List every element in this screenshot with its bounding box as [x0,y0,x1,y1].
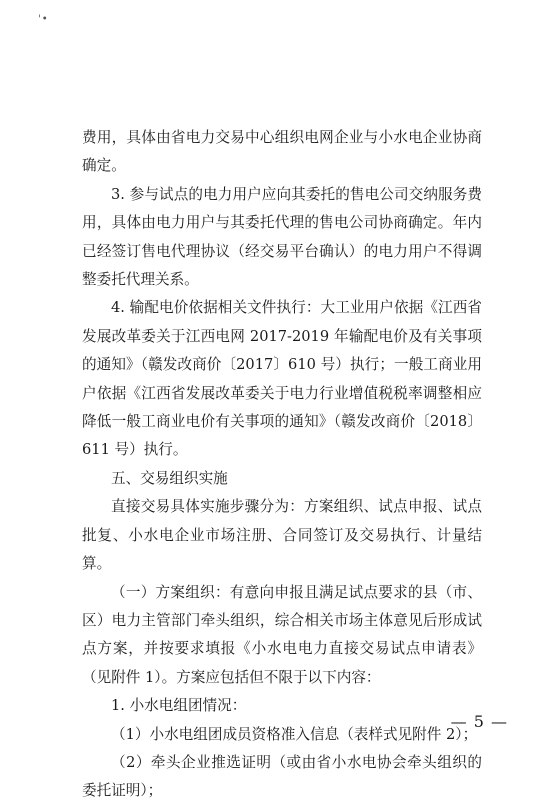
paragraph-item-3-service-fees: 3. 参与试点的电力用户应向其委托的售电公司交纳服务费用，具体由电力用户与其委托代理的售电公司协商确定。年内已经签订售电代理协议（经交易平台确认）的电力用户不得调整委托代理关系。 [82,185,482,289]
paragraph-member-qualification: （1）小水电组团成员资格准入信息（表样式见附件 2）； [111,725,478,743]
paragraph-item-4-transmission-price: 4. 输配电价依据相关文件执行：大工业用户依据《江西省发展改革委关于江西电网 2017-2019 年输配电价及有关事项的通知》（赣发改商价〔2017〕610 号）执行；一般工商业用户依据《江西省发展改革委关于电力行业增值税税率调整相应降低一般工商业电价有关事项的通知》（赣发改商价〔2018〕611 号）执行。 [82,299,482,459]
paragraph-plan-organization: （一）方案组织：有意向申报且满足试点要求的县（市、区）电力主管部门牵头组织，综合相关市场主体意见后形成试点方案，并按要求填报《小水电电力直接交易试点申请表》（见附件 1）。方案应包括但不限于以下内容： [82,583,482,686]
section-heading-trade-organization: 五、交易组织实施 [111,469,228,487]
body-text [82,124,482,806]
paragraph-continuation-fees: 费用，具体由省电力交易中心组织电网企业与小水电企业协商确定。 [82,129,482,175]
paragraph-lead-enterprise-proof: （2）牵头企业推选证明（或由省小水电协会牵头组织的委托证明）； [82,753,482,800]
paragraph-group-situation: 1. 小水电组团情况： [111,697,247,715]
corner-mark: '• [38,14,49,25]
page-number: — 5 — [450,712,508,731]
paragraph-implementation-steps: 直接交易具体实施步骤分为：方案组织、试点申报、试点批复、小水电企业市场注册、合同签订及交易执行、计量结算。 [82,498,482,573]
